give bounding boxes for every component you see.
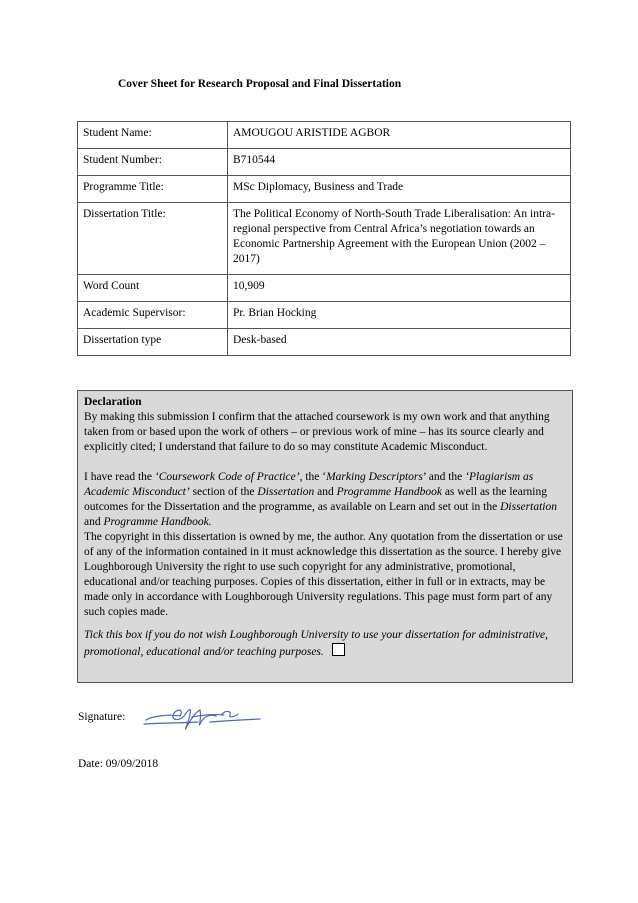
signature-label: Signature: xyxy=(78,711,126,723)
dissertation-type-label: Dissertation type xyxy=(78,329,228,356)
dissertation-title-value: The Political Economy of North-South Trade Liberalisation: An intra-regional perspective from Central Africa’s negotiation towards an Economic Partnership Agreement with the European Union (2002 – 2017) xyxy=(228,203,571,275)
declaration-paragraph-1: By making this submission I confirm that the attached coursework is my own work and that anything taken from or based upon the work of others – or previous work of mine – has its source clearly and explicitly cited; I understand that failure to do so may constitute Academic Misconduct. xyxy=(84,411,550,453)
signature-image xyxy=(140,698,265,738)
programme-title-value: MSc Diplomacy, Business and Trade xyxy=(228,176,571,203)
word-count-label: Word Count xyxy=(78,275,228,302)
table-row xyxy=(78,302,571,329)
declaration-paragraph-2: I have read the ‘Coursework Code of Practice’, the ‘Marking Descriptors’ and the ‘Plagiarism as Academic Misconduct’ section of the Dissertation and Programme Handbook as well as the learning outcomes for the Dissertation and the programme, as available on Learn and set out in the Dissertation and Programme Handbook. xyxy=(84,471,557,528)
declaration-box xyxy=(77,390,573,683)
tick-box-text: Tick this box if you do not wish Loughborough University to use your dissertation for administrative, promotional, educational and/or teaching purposes. xyxy=(84,629,549,658)
page-title: Cover Sheet for Research Proposal and Final Dissertation xyxy=(118,78,402,90)
supervisor-label: Academic Supervisor: xyxy=(78,302,228,329)
table-row xyxy=(78,329,571,356)
student-number-label: Student Number: xyxy=(78,149,228,176)
opt-out-checkbox[interactable] xyxy=(332,643,345,656)
student-name-label: Student Name: xyxy=(78,122,228,149)
table-row xyxy=(78,122,571,149)
declaration-heading: Declaration xyxy=(84,396,142,408)
table-row xyxy=(78,275,571,302)
word-count-value: 10,909 xyxy=(228,275,571,302)
date-text: Date: 09/09/2018 xyxy=(78,758,159,770)
table-row xyxy=(78,176,571,203)
dissertation-title-label: Dissertation Title: xyxy=(78,203,228,275)
tick-box-statement xyxy=(84,628,566,660)
student-number-value: B710544 xyxy=(228,149,571,176)
table-row xyxy=(78,203,571,275)
dissertation-type-value: Desk-based xyxy=(228,329,571,356)
declaration-paragraph-3: The copyright in this dissertation is owned by me, the author. Any quotation from the dissertation or use of any of the information contained in it must acknowledge this dissertation as the source. I hereby give Loughborough University the right to use such copyright for any administrative, promotional, educational and/or teaching purposes. Copies of this dissertation, either in full or in extracts, may be made only in accordance with Loughborough University regulations. This page must form part of any such copies made. xyxy=(84,531,563,618)
table-row xyxy=(78,149,571,176)
student-name-value: AMOUGOU ARISTIDE AGBOR xyxy=(228,122,571,149)
student-info-table xyxy=(77,121,571,356)
supervisor-value: Pr. Brian Hocking xyxy=(228,302,571,329)
programme-title-label: Programme Title: xyxy=(78,176,228,203)
